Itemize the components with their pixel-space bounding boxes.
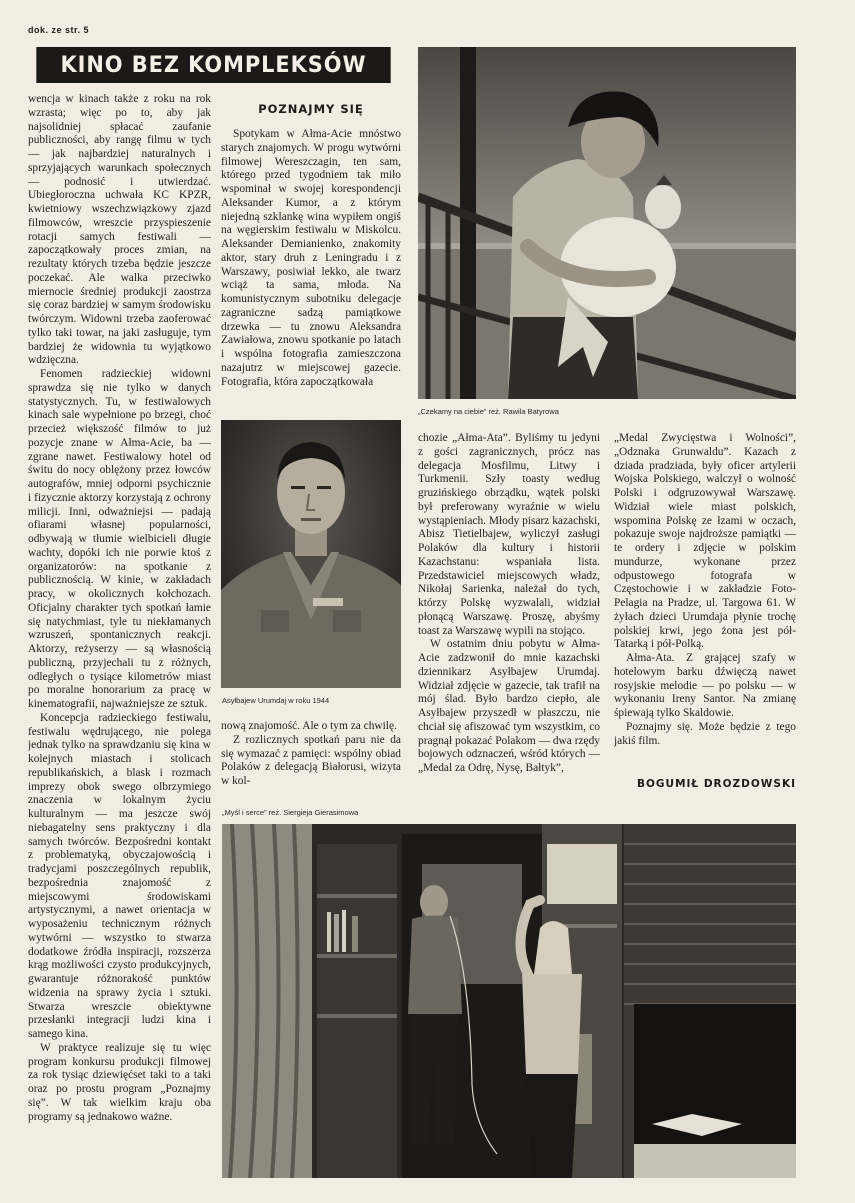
paragraph: Ałma-Ata. Z grającej szafy w hotelowym barku dźwięczą nawet rosyjskie melodie — po polsku — w wykonaniu Ireny Santor. Na zmianę śpiewają tylko Skaldowie. (614, 652, 796, 719)
film-still-top (418, 47, 796, 399)
film-still-top-caption: „Czekamy na ciebie” reż. Rawila Batyrowa (418, 407, 559, 416)
portrait-caption: Asyłbajew Urumdaj w roku 1944 (222, 696, 330, 705)
article-column-4 (614, 432, 796, 752)
paragraph: chozie „Ałma-Ata”. Byliśmy tu jedyni z gości zagranicznych, prócz nas delegacja Mosfilmu, Litwy i Turkmenii. Szły toasty według gruzińskiego obrządku, wątek polski był preferowany wyraźnie w wielu wystąpieniach. Młody pisarz kazachski, Abisz Tietielbajew, wyliczył zasługi Polaków dla kultury i historii Kazachstanu: wspaniała lista. Przedstawiciel miejscowych władz, Nikołaj Sarienka, należał do tych, którzy Polskę wyzwalali, widział płonącą Warszawę. Proszę, abyśmy toast za Warszawę wypili na stojąco. (418, 432, 600, 637)
article-column-2-continued (221, 720, 401, 806)
paragraph: nową znajomość. Ale o tym za chwilę. (221, 720, 397, 732)
paragraph: Poznajmy się. Może będzie z tego jakiś film. (614, 720, 796, 747)
article-column-3 (418, 432, 600, 792)
paragraph: W ostatnim dniu pobytu w Ałma-Acie zadzwonił do mnie kazachski dziennikarz Asyłbajew Urumdaj. Widział zdjęcie w gazecie, tak trafił na mój ślad. Było bardzo ciepło, ale Asyłbajew przyszedł w płaszczu, nie chciał się afiszować tym wszystkim, co pragnął pokazać Polakom — dwa rzędy bojowych odznaczeń, wśród których — „Medal za Odrę, Nysę, Bałtyk”, (418, 638, 600, 774)
paragraph: Spotykam w Ałma-Acie mnóstwo starych znajomych. W progu wytwórni filmowej Wereszczagin, ten sam, którego przed tygodniem tak miło wspominał w swojej korespondencji Aleksander Kumor, a z którym niejedną szklankę wina wypiłem ongiś na węgierskim festiwalu w Miskolcu. Aleksander Demianienko, znakomity aktor, stary druh z Leningradu i z Warszawy, posiwiał lekko, ale twarz wciąż ta sama, młoda. Na komunistycznym subotniku delegacje zagraniczne sadzą pamiątkowe drzewka — tu znowu Aleksandra Zawiałowa, znowu spotkanie po latach i wspólna fotografia zamieszczona nazajutrz w miejscowej gazecie. Fotografia, która zapoczątkowała (221, 128, 401, 388)
film-still-bottom-caption: „Myśl i serce” reż. Siergieja Gierasimowa (222, 808, 359, 817)
paragraph: Fenomen radzieckiej widowni sprawdza się nie tylko w danych statystycznych. Tu, w festiwalowych kinach sale wypełnione po brzegi, choć przecież większość filmów to już pozycje znane w Ałma-Acie, ba — zgrane nawet. Festiwalowy hotel od świtu do nocy oblężony przez łowców autografów, mniej odporni psychicznie i fizycznie aktorzy korzystają z ochrony milicji. Inni, odważniejsi — padają ofiarami własnej popularności, odbywają w tłumie wielbicieli długie wachty, dopóki ich nie porwie ktoś z organizatorów: na spotkanie z publicznością. W kinie, w zakładach pracy, w okolicznych kołchozach. Oficjalny charakter tych spotkań łamie się natychmiast, tyle tu niekłamanych wzruszeń, spontanicznych reakcji. Aktorzy, reżyserzy — są własnością publiczną, przyjechali tu z różnych, odległych o tysiące kilometrów miast po moralne honorarium za pracę w kinematografii, najważniejsze ze sztuk. (28, 368, 211, 710)
article-column-1 (28, 93, 211, 1168)
article-headline: KINO BEZ KOMPLEKSÓW (36, 47, 390, 83)
film-still-bottom (222, 824, 796, 1178)
paragraph: „Medal Zwycięstwa i Wolności”, „Odznaka Grunwaldu”. Kazach z dziada pradziada, były oficer artylerii Wojska Polskiego, walczył o wolność Polski i odgruzowywał Warszawę. Widział wiele miast polskich, wspomina Polskę ze łzami w oczach, pokazuje swoje najdroższe pamiątki — te ordery i zdjęcie w polskim mundurze, wykonane przez odpustowego fotografa w Częstochowie i w zakładzie Foto-Pelagia na Pradze, ul. Targowa 61. W żyłach dzieci Urumdaja płynie trochę polskiej krwi, jego żona jest pół-Tatarką i pół-Polką. (614, 432, 796, 651)
paragraph: Koncepcja radzieckiego festiwalu, festiwalu wędrującego, nie polega jednak tylko na sprawdzaniu się kina w kolejnych miastach i stolicach republikańskich, a blask i rozmach imprezy obok swego olbrzymiego znaczenia w lokalnym życiu kulturalnym — ma jeszcze swój niebagatelny sens praktyczny i dla samych twórców. Bezpośredni kontakt z problematyką, obyczajowością i tradycjami poszczególnych republik, bezpośrednia znajomość z miejscowymi środowiskami artystycznymi, a nawet orientacja w wyposażeniu technicznym różnych wytwórni — wszystko to stwarza dodatkowe źródła inspiracji, rozszerza krąg możliwości czysto produkcyjnych, gwarantuje różnorakość punktów widzenia na sprawy życia i sztuki. Stwarza wreszcie obiektywne przesłanki integracji ludzi kina i samego kina. (28, 711, 211, 1040)
section-subheading: POZNAJMY SIĘ (258, 102, 364, 116)
paragraph: wencja w kinach także z roku na rok wzrasta; więc po to, aby jak najsolidniej spłacać zaufanie publiczności, aby rangę filmu w tych — jak najbardziej naturalnych i sprzyjających warunkach społecznych — podnosić i utwierdzać. Ubiegłoroczna uchwała KC KPZR, kwietniowy wszechzwiązkowy zjazd filmowców, wreszcie przyspieszenie rotacji samych festiwali — zapoczątkowały proces zmian, na rezultaty których trzeba będzie jeszcze poczekać. Ale walka przeciwko miernocie średniej produkcji zaostrza się coraz bardziej w samym środowisku twórczym. Widowni trzeba zaoferować tylko taki towar, na jaki zasługuje, tym bardziej że widownia tu wyjątkowo wdzięczna. (28, 93, 211, 367)
author-signature: BOGUMIŁ DROZDOWSKI (637, 778, 796, 790)
article-column-2 (221, 128, 401, 393)
paragraph: Z rozlicznych spotkań paru nie da się wymazać z pamięci: wspólny obiad Polaków z delegacją Białorusi, wizyta w kol- (221, 733, 401, 787)
portrait-photo (221, 420, 401, 688)
paragraph: W praktyce realizuje się tu więc program konkursu produkcji filmowej za rok tysiąc dziewięćset taki to a taki oraz po prostu program „Poznajmy się”. W tak wielkim kraju oba programy są jednakowo ważne. (28, 1041, 211, 1123)
page-reference: dok. ze str. 5 (28, 25, 90, 35)
